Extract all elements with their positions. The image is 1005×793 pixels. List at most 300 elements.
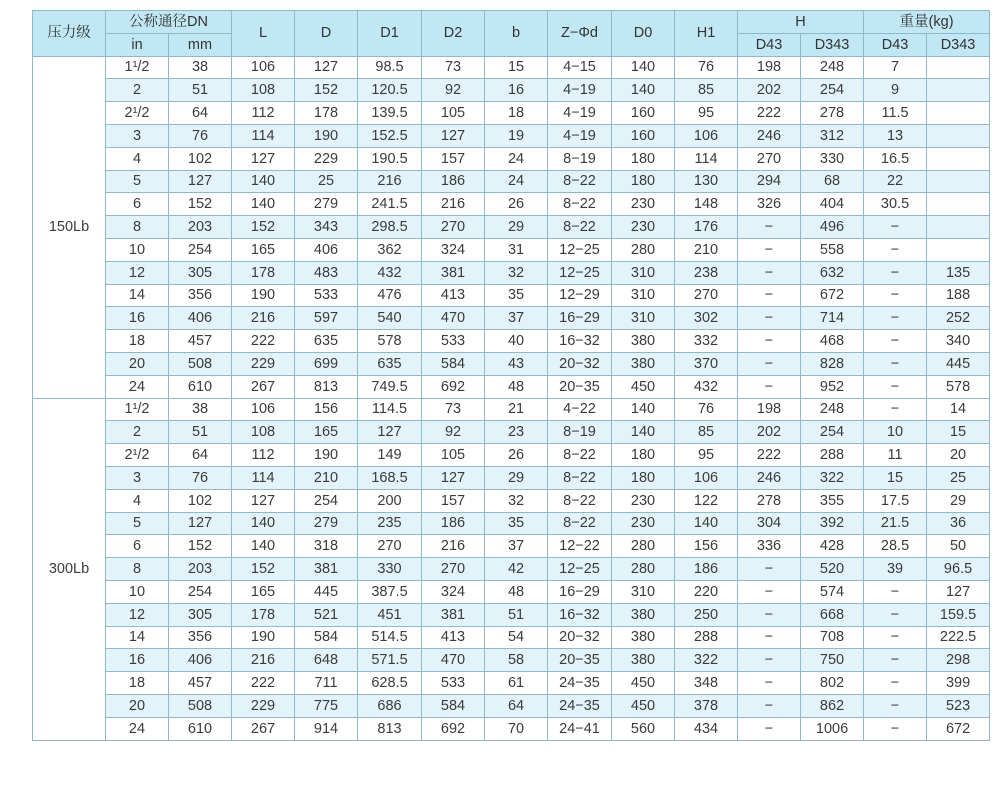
cell-weight-D43: 17.5 bbox=[864, 489, 927, 512]
header-nominal-diameter: 公称通径DN bbox=[106, 11, 232, 34]
pressure-class-cell: 150Lb bbox=[33, 56, 106, 398]
cell-weight-D43: − bbox=[864, 717, 927, 740]
cell-H-D43: − bbox=[738, 307, 801, 330]
cell-D: 635 bbox=[295, 330, 358, 353]
cell-D0: 280 bbox=[612, 238, 675, 261]
cell-D0: 310 bbox=[612, 261, 675, 284]
cell-H-D43: 202 bbox=[738, 421, 801, 444]
header-H-D343: D343 bbox=[801, 33, 864, 56]
table-row bbox=[33, 626, 990, 649]
cell-D1: 98.5 bbox=[358, 56, 422, 79]
cell-D2: 73 bbox=[422, 56, 485, 79]
cell-in: 14 bbox=[106, 284, 169, 307]
cell-mm: 203 bbox=[169, 558, 232, 581]
cell-D: 381 bbox=[295, 558, 358, 581]
cell-D1: 270 bbox=[358, 535, 422, 558]
cell-b: 70 bbox=[485, 717, 548, 740]
cell-D2: 381 bbox=[422, 603, 485, 626]
cell-H1: 238 bbox=[675, 261, 738, 284]
cell-D0: 230 bbox=[612, 512, 675, 535]
cell-in: 18 bbox=[106, 672, 169, 695]
cell-L: 165 bbox=[232, 238, 295, 261]
table-row bbox=[33, 352, 990, 375]
cell-H1: 270 bbox=[675, 284, 738, 307]
cell-D: 190 bbox=[295, 124, 358, 147]
cell-L: 152 bbox=[232, 558, 295, 581]
cell-D2: 157 bbox=[422, 489, 485, 512]
cell-H-D43: − bbox=[738, 238, 801, 261]
cell-D2: 533 bbox=[422, 330, 485, 353]
cell-in: 14 bbox=[106, 626, 169, 649]
cell-in: 10 bbox=[106, 580, 169, 603]
cell-in: 24 bbox=[106, 717, 169, 740]
cell-b: 61 bbox=[485, 672, 548, 695]
cell-D2: 127 bbox=[422, 466, 485, 489]
cell-L: 108 bbox=[232, 79, 295, 102]
cell-H-D43: − bbox=[738, 580, 801, 603]
cell-weight-D43: − bbox=[864, 694, 927, 717]
cell-D0: 180 bbox=[612, 444, 675, 467]
cell-D: 190 bbox=[295, 444, 358, 467]
table-row bbox=[33, 558, 990, 581]
cell-H-D43: − bbox=[738, 216, 801, 239]
cell-mm: 356 bbox=[169, 626, 232, 649]
cell-D1: 298.5 bbox=[358, 216, 422, 239]
cell-L: 114 bbox=[232, 124, 295, 147]
table-row bbox=[33, 307, 990, 330]
cell-L: 229 bbox=[232, 352, 295, 375]
cell-b: 43 bbox=[485, 352, 548, 375]
cell-H-D343: 802 bbox=[801, 672, 864, 695]
cell-in: 5 bbox=[106, 170, 169, 193]
cell-H-D343: 558 bbox=[801, 238, 864, 261]
table-body bbox=[33, 56, 990, 740]
cell-H-D343: 862 bbox=[801, 694, 864, 717]
table-row bbox=[33, 284, 990, 307]
cell-D2: 533 bbox=[422, 672, 485, 695]
cell-H-D343: 668 bbox=[801, 603, 864, 626]
cell-H1: 302 bbox=[675, 307, 738, 330]
cell-D2: 186 bbox=[422, 512, 485, 535]
cell-D1: 686 bbox=[358, 694, 422, 717]
cell-D: 156 bbox=[295, 398, 358, 421]
cell-D0: 380 bbox=[612, 626, 675, 649]
cell-D1: 432 bbox=[358, 261, 422, 284]
cell-H1: 130 bbox=[675, 170, 738, 193]
cell-z-phi-d: 8−22 bbox=[548, 512, 612, 535]
cell-mm: 305 bbox=[169, 603, 232, 626]
cell-b: 26 bbox=[485, 193, 548, 216]
cell-D2: 324 bbox=[422, 580, 485, 603]
cell-z-phi-d: 24−35 bbox=[548, 672, 612, 695]
cell-z-phi-d: 12−25 bbox=[548, 238, 612, 261]
cell-weight-D43: − bbox=[864, 261, 927, 284]
cell-H-D43: 222 bbox=[738, 102, 801, 125]
cell-H1: 156 bbox=[675, 535, 738, 558]
cell-weight-D43: 11.5 bbox=[864, 102, 927, 125]
cell-D: 165 bbox=[295, 421, 358, 444]
cell-D2: 127 bbox=[422, 124, 485, 147]
cell-D0: 280 bbox=[612, 535, 675, 558]
cell-D1: 139.5 bbox=[358, 102, 422, 125]
cell-D: 648 bbox=[295, 649, 358, 672]
table-row bbox=[33, 124, 990, 147]
cell-H-D43: 326 bbox=[738, 193, 801, 216]
cell-D2: 584 bbox=[422, 694, 485, 717]
cell-L: 112 bbox=[232, 102, 295, 125]
header-H: H bbox=[738, 11, 864, 34]
cell-L: 190 bbox=[232, 626, 295, 649]
cell-weight-D43: 7 bbox=[864, 56, 927, 79]
cell-z-phi-d: 8−22 bbox=[548, 193, 612, 216]
cell-weight-D43: 21.5 bbox=[864, 512, 927, 535]
cell-weight-D343 bbox=[927, 56, 990, 79]
cell-H-D43: − bbox=[738, 330, 801, 353]
cell-weight-D43: 11 bbox=[864, 444, 927, 467]
table-row bbox=[33, 147, 990, 170]
cell-H-D343: 248 bbox=[801, 56, 864, 79]
cell-in: 3 bbox=[106, 124, 169, 147]
table-row bbox=[33, 489, 990, 512]
cell-z-phi-d: 12−29 bbox=[548, 284, 612, 307]
cell-D0: 450 bbox=[612, 672, 675, 695]
cell-weight-D43: − bbox=[864, 307, 927, 330]
cell-H-D343: 278 bbox=[801, 102, 864, 125]
cell-mm: 64 bbox=[169, 102, 232, 125]
cell-weight-D43: − bbox=[864, 330, 927, 353]
cell-mm: 610 bbox=[169, 717, 232, 740]
cell-H1: 122 bbox=[675, 489, 738, 512]
cell-D1: 476 bbox=[358, 284, 422, 307]
cell-D2: 413 bbox=[422, 626, 485, 649]
cell-D1: 628.5 bbox=[358, 672, 422, 695]
cell-D0: 380 bbox=[612, 603, 675, 626]
cell-in: 1¹/2 bbox=[106, 398, 169, 421]
cell-D2: 73 bbox=[422, 398, 485, 421]
cell-weight-D43: − bbox=[864, 398, 927, 421]
cell-D0: 140 bbox=[612, 398, 675, 421]
cell-H-D43: 246 bbox=[738, 124, 801, 147]
cell-D2: 413 bbox=[422, 284, 485, 307]
cell-D0: 560 bbox=[612, 717, 675, 740]
cell-H-D43: 198 bbox=[738, 56, 801, 79]
cell-z-phi-d: 8−22 bbox=[548, 216, 612, 239]
cell-H-D343: 1006 bbox=[801, 717, 864, 740]
cell-b: 58 bbox=[485, 649, 548, 672]
cell-D0: 230 bbox=[612, 193, 675, 216]
cell-L: 140 bbox=[232, 193, 295, 216]
cell-H-D343: 254 bbox=[801, 79, 864, 102]
table-row bbox=[33, 580, 990, 603]
cell-in: 5 bbox=[106, 512, 169, 535]
cell-D0: 140 bbox=[612, 79, 675, 102]
cell-b: 31 bbox=[485, 238, 548, 261]
cell-D: 279 bbox=[295, 193, 358, 216]
cell-weight-D43: − bbox=[864, 580, 927, 603]
cell-D2: 324 bbox=[422, 238, 485, 261]
cell-weight-D343: 29 bbox=[927, 489, 990, 512]
table-row bbox=[33, 672, 990, 695]
cell-H-D43: 336 bbox=[738, 535, 801, 558]
cell-H1: 106 bbox=[675, 466, 738, 489]
cell-mm: 305 bbox=[169, 261, 232, 284]
cell-b: 37 bbox=[485, 535, 548, 558]
cell-in: 3 bbox=[106, 466, 169, 489]
cell-in: 10 bbox=[106, 238, 169, 261]
cell-z-phi-d: 20−35 bbox=[548, 649, 612, 672]
cell-D0: 180 bbox=[612, 147, 675, 170]
cell-b: 35 bbox=[485, 512, 548, 535]
cell-D1: 540 bbox=[358, 307, 422, 330]
cell-in: 2 bbox=[106, 421, 169, 444]
cell-weight-D43: − bbox=[864, 626, 927, 649]
cell-H1: 76 bbox=[675, 398, 738, 421]
cell-H-D43: 304 bbox=[738, 512, 801, 535]
cell-weight-D43: − bbox=[864, 352, 927, 375]
cell-L: 216 bbox=[232, 649, 295, 672]
cell-L: 178 bbox=[232, 261, 295, 284]
cell-H-D343: 750 bbox=[801, 649, 864, 672]
header-D1: D1 bbox=[358, 11, 422, 57]
cell-H1: 76 bbox=[675, 56, 738, 79]
cell-D0: 450 bbox=[612, 375, 675, 398]
cell-H1: 85 bbox=[675, 421, 738, 444]
cell-weight-D343: 20 bbox=[927, 444, 990, 467]
cell-mm: 64 bbox=[169, 444, 232, 467]
table-row bbox=[33, 603, 990, 626]
cell-H1: 85 bbox=[675, 79, 738, 102]
cell-z-phi-d: 4−15 bbox=[548, 56, 612, 79]
cell-D2: 105 bbox=[422, 444, 485, 467]
cell-weight-D43: − bbox=[864, 375, 927, 398]
table-row bbox=[33, 238, 990, 261]
cell-z-phi-d: 20−35 bbox=[548, 375, 612, 398]
cell-D1: 114.5 bbox=[358, 398, 422, 421]
cell-in: 2 bbox=[106, 79, 169, 102]
cell-D2: 92 bbox=[422, 79, 485, 102]
cell-in: 18 bbox=[106, 330, 169, 353]
cell-L: 112 bbox=[232, 444, 295, 467]
cell-H-D343: 254 bbox=[801, 421, 864, 444]
cell-weight-D343: 578 bbox=[927, 375, 990, 398]
cell-weight-D343 bbox=[927, 170, 990, 193]
cell-D2: 470 bbox=[422, 307, 485, 330]
cell-L: 190 bbox=[232, 284, 295, 307]
cell-mm: 152 bbox=[169, 193, 232, 216]
header-H1: H1 bbox=[675, 11, 738, 57]
cell-weight-D343: 159.5 bbox=[927, 603, 990, 626]
cell-H-D343: 322 bbox=[801, 466, 864, 489]
header-H-D43: D43 bbox=[738, 33, 801, 56]
cell-H-D343: 828 bbox=[801, 352, 864, 375]
cell-H-D43: 270 bbox=[738, 147, 801, 170]
cell-in: 8 bbox=[106, 216, 169, 239]
cell-in: 20 bbox=[106, 352, 169, 375]
cell-b: 32 bbox=[485, 261, 548, 284]
cell-D1: 362 bbox=[358, 238, 422, 261]
cell-H-D43: 202 bbox=[738, 79, 801, 102]
cell-H1: 432 bbox=[675, 375, 738, 398]
cell-b: 26 bbox=[485, 444, 548, 467]
cell-z-phi-d: 24−41 bbox=[548, 717, 612, 740]
cell-H1: 148 bbox=[675, 193, 738, 216]
table-row bbox=[33, 421, 990, 444]
cell-D: 127 bbox=[295, 56, 358, 79]
cell-H-D343: 248 bbox=[801, 398, 864, 421]
cell-D2: 186 bbox=[422, 170, 485, 193]
cell-in: 2¹/2 bbox=[106, 444, 169, 467]
cell-weight-D343: 523 bbox=[927, 694, 990, 717]
cell-D1: 749.5 bbox=[358, 375, 422, 398]
cell-D1: 120.5 bbox=[358, 79, 422, 102]
cell-z-phi-d: 4−19 bbox=[548, 124, 612, 147]
cell-D: 533 bbox=[295, 284, 358, 307]
cell-mm: 508 bbox=[169, 352, 232, 375]
cell-D0: 380 bbox=[612, 352, 675, 375]
cell-H-D343: 312 bbox=[801, 124, 864, 147]
cell-z-phi-d: 4−19 bbox=[548, 79, 612, 102]
cell-D2: 692 bbox=[422, 375, 485, 398]
cell-z-phi-d: 8−22 bbox=[548, 170, 612, 193]
cell-H-D43: − bbox=[738, 284, 801, 307]
header-row-1 bbox=[33, 11, 990, 34]
cell-D0: 230 bbox=[612, 489, 675, 512]
cell-weight-D43: − bbox=[864, 672, 927, 695]
cell-D0: 380 bbox=[612, 330, 675, 353]
cell-L: 222 bbox=[232, 330, 295, 353]
cell-H-D343: 520 bbox=[801, 558, 864, 581]
cell-z-phi-d: 8−22 bbox=[548, 444, 612, 467]
cell-D: 406 bbox=[295, 238, 358, 261]
table-row bbox=[33, 398, 990, 421]
cell-z-phi-d: 12−22 bbox=[548, 535, 612, 558]
cell-mm: 406 bbox=[169, 649, 232, 672]
cell-D: 318 bbox=[295, 535, 358, 558]
cell-H-D43: − bbox=[738, 717, 801, 740]
cell-D: 229 bbox=[295, 147, 358, 170]
cell-H1: 250 bbox=[675, 603, 738, 626]
cell-H-D343: 714 bbox=[801, 307, 864, 330]
cell-weight-D43: 13 bbox=[864, 124, 927, 147]
cell-weight-D343: 252 bbox=[927, 307, 990, 330]
cell-weight-D43: − bbox=[864, 284, 927, 307]
cell-D: 584 bbox=[295, 626, 358, 649]
cell-D0: 180 bbox=[612, 466, 675, 489]
cell-z-phi-d: 20−32 bbox=[548, 352, 612, 375]
cell-mm: 51 bbox=[169, 79, 232, 102]
cell-weight-D43: 15 bbox=[864, 466, 927, 489]
cell-H1: 186 bbox=[675, 558, 738, 581]
cell-mm: 508 bbox=[169, 694, 232, 717]
cell-D1: 813 bbox=[358, 717, 422, 740]
cell-mm: 76 bbox=[169, 124, 232, 147]
cell-D0: 380 bbox=[612, 649, 675, 672]
table-row bbox=[33, 375, 990, 398]
table-header bbox=[33, 11, 990, 57]
cell-mm: 457 bbox=[169, 672, 232, 695]
cell-mm: 152 bbox=[169, 535, 232, 558]
pressure-class-cell: 300Lb bbox=[33, 398, 106, 740]
cell-weight-D43: 10 bbox=[864, 421, 927, 444]
cell-weight-D343: 127 bbox=[927, 580, 990, 603]
cell-weight-D343 bbox=[927, 193, 990, 216]
cell-D0: 180 bbox=[612, 170, 675, 193]
cell-b: 51 bbox=[485, 603, 548, 626]
cell-H-D343: 672 bbox=[801, 284, 864, 307]
cell-L: 267 bbox=[232, 375, 295, 398]
cell-H-D43: − bbox=[738, 626, 801, 649]
cell-weight-D43: 16.5 bbox=[864, 147, 927, 170]
cell-D2: 381 bbox=[422, 261, 485, 284]
cell-H1: 176 bbox=[675, 216, 738, 239]
cell-z-phi-d: 8−22 bbox=[548, 489, 612, 512]
cell-z-phi-d: 16−32 bbox=[548, 330, 612, 353]
cell-D1: 149 bbox=[358, 444, 422, 467]
cell-b: 19 bbox=[485, 124, 548, 147]
cell-D0: 310 bbox=[612, 284, 675, 307]
cell-weight-D43: 30.5 bbox=[864, 193, 927, 216]
table-row bbox=[33, 216, 990, 239]
cell-b: 16 bbox=[485, 79, 548, 102]
cell-weight-D343 bbox=[927, 216, 990, 239]
cell-z-phi-d: 16−32 bbox=[548, 603, 612, 626]
cell-b: 48 bbox=[485, 580, 548, 603]
cell-in: 24 bbox=[106, 375, 169, 398]
dimension-table bbox=[32, 10, 990, 741]
cell-z-phi-d: 8−22 bbox=[548, 466, 612, 489]
cell-D0: 310 bbox=[612, 307, 675, 330]
cell-H-D43: − bbox=[738, 672, 801, 695]
cell-H-D43: − bbox=[738, 603, 801, 626]
cell-b: 24 bbox=[485, 170, 548, 193]
cell-weight-D343: 399 bbox=[927, 672, 990, 695]
cell-weight-D43: − bbox=[864, 649, 927, 672]
cell-H1: 322 bbox=[675, 649, 738, 672]
cell-H-D43: 222 bbox=[738, 444, 801, 467]
cell-H-D343: 708 bbox=[801, 626, 864, 649]
cell-D: 813 bbox=[295, 375, 358, 398]
cell-b: 29 bbox=[485, 466, 548, 489]
cell-D1: 190.5 bbox=[358, 147, 422, 170]
cell-H-D343: 68 bbox=[801, 170, 864, 193]
cell-H1: 210 bbox=[675, 238, 738, 261]
cell-H-D343: 330 bbox=[801, 147, 864, 170]
cell-z-phi-d: 16−29 bbox=[548, 580, 612, 603]
table-row bbox=[33, 512, 990, 535]
cell-D0: 160 bbox=[612, 124, 675, 147]
cell-z-phi-d: 24−35 bbox=[548, 694, 612, 717]
cell-H-D343: 468 bbox=[801, 330, 864, 353]
cell-D1: 168.5 bbox=[358, 466, 422, 489]
cell-D1: 127 bbox=[358, 421, 422, 444]
cell-weight-D343: 298 bbox=[927, 649, 990, 672]
cell-mm: 356 bbox=[169, 284, 232, 307]
cell-z-phi-d: 4−19 bbox=[548, 102, 612, 125]
cell-L: 178 bbox=[232, 603, 295, 626]
header-L: L bbox=[232, 11, 295, 57]
cell-D: 483 bbox=[295, 261, 358, 284]
cell-in: 6 bbox=[106, 193, 169, 216]
cell-weight-D343: 36 bbox=[927, 512, 990, 535]
cell-L: 222 bbox=[232, 672, 295, 695]
cell-D1: 200 bbox=[358, 489, 422, 512]
cell-D: 699 bbox=[295, 352, 358, 375]
cell-H-D343: 392 bbox=[801, 512, 864, 535]
cell-z-phi-d: 20−32 bbox=[548, 626, 612, 649]
table-row bbox=[33, 444, 990, 467]
cell-L: 127 bbox=[232, 489, 295, 512]
cell-H-D343: 288 bbox=[801, 444, 864, 467]
